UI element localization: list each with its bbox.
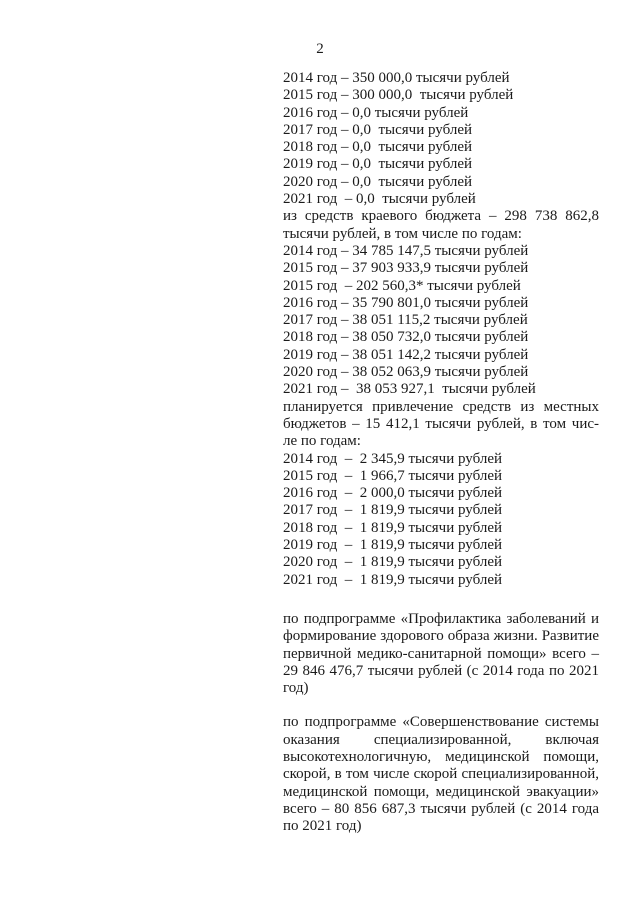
text-line: 2018 год – 0,0 тысячи рублей bbox=[283, 139, 473, 156]
text-line: 2020 год – 0,0 тысячи рублей bbox=[283, 173, 473, 190]
subprogram-paragraph-2: по подпрограмме «Совершенствование системы оказания специализированной, включая высокотехнологичную, медицинской помощи, скорой, в том числе скорой специализированной, медицинской помощи, медицинской эвакуации» всего – 80 856 687,3 тысячи рублей (с 2014 года по 2021 год) bbox=[283, 714, 599, 835]
text-line: бюджетов – 15 412,1 тысячи рублей, в том чис- bbox=[283, 415, 599, 432]
text-line: 2014 год – 350 000,0 тысячи рублей bbox=[283, 70, 510, 86]
text-line: 2017 год – 1 819,9 тысячи рублей bbox=[283, 502, 503, 519]
text-line: 2019 год – 1 819,9 тысячи рублей bbox=[283, 537, 503, 554]
text-line: 2015 год – 37 903 933,9 тысячи рублей bbox=[283, 260, 529, 277]
text-line: 2016 год – 0,0 тысячи рублей bbox=[283, 104, 469, 121]
text-line: 2018 год – 38 050 732,0 тысячи рублей bbox=[283, 329, 529, 346]
text-line: из средств краевого бюджета – 298 738 862,8 bbox=[283, 208, 599, 225]
page-number: 2 bbox=[316, 41, 324, 57]
text-line: 2017 год – 38 051 115,2 тысячи рублей bbox=[283, 312, 528, 329]
text-line: 2019 год – 0,0 тысячи рублей bbox=[283, 156, 473, 173]
text-line: 2017 год – 0,0 тысячи рублей bbox=[283, 121, 473, 138]
document-body bbox=[283, 70, 599, 835]
text-line: 2019 год – 38 051 142,2 тысячи рублей bbox=[283, 346, 529, 363]
text-line: 2015 год – 1 966,7 тысячи рублей bbox=[283, 467, 503, 484]
text-line: 2014 год – 34 785 147,5 тысячи рублей bbox=[283, 242, 529, 259]
text-line: 2016 год – 2 000,0 тысячи рублей bbox=[283, 485, 503, 502]
text-line: 2021 год – 0,0 тысячи рублей bbox=[283, 191, 476, 208]
text-line: 2021 год – 38 053 927,1 тысячи рублей bbox=[283, 381, 536, 398]
text-line: 2018 год – 1 819,9 тысячи рублей bbox=[283, 519, 503, 536]
text-line: планируется привлечение средств из местных bbox=[283, 398, 599, 415]
text-line: 2020 год – 38 052 063,9 тысячи рублей bbox=[283, 364, 529, 381]
text-line: 2021 год – 1 819,9 тысячи рублей bbox=[283, 571, 503, 588]
text-line: ле по годам: bbox=[283, 433, 361, 450]
subprogram-paragraph-1: по подпрограмме «Профилактика заболеваний и формирование здорового образа жизни. Развитие первичной медико-санитарной помощи» всего – 29 846 476,7 тысячи рублей (с 2014 года по 2021 год) bbox=[283, 610, 599, 697]
text-line: 2016 год – 35 790 801,0 тысячи рублей bbox=[283, 294, 529, 311]
text-line: 2014 год – 2 345,9 тысячи рублей bbox=[283, 450, 503, 467]
text-line: тысячи рублей, в том числе по годам: bbox=[283, 225, 522, 242]
text-line: 2015 год – 202 560,3* тысячи рублей bbox=[283, 277, 521, 294]
text-line: 2020 год – 1 819,9 тысячи рублей bbox=[283, 554, 503, 571]
funding-lines bbox=[283, 70, 599, 589]
text-line: 2015 год – 300 000,0 тысячи рублей bbox=[283, 87, 514, 104]
